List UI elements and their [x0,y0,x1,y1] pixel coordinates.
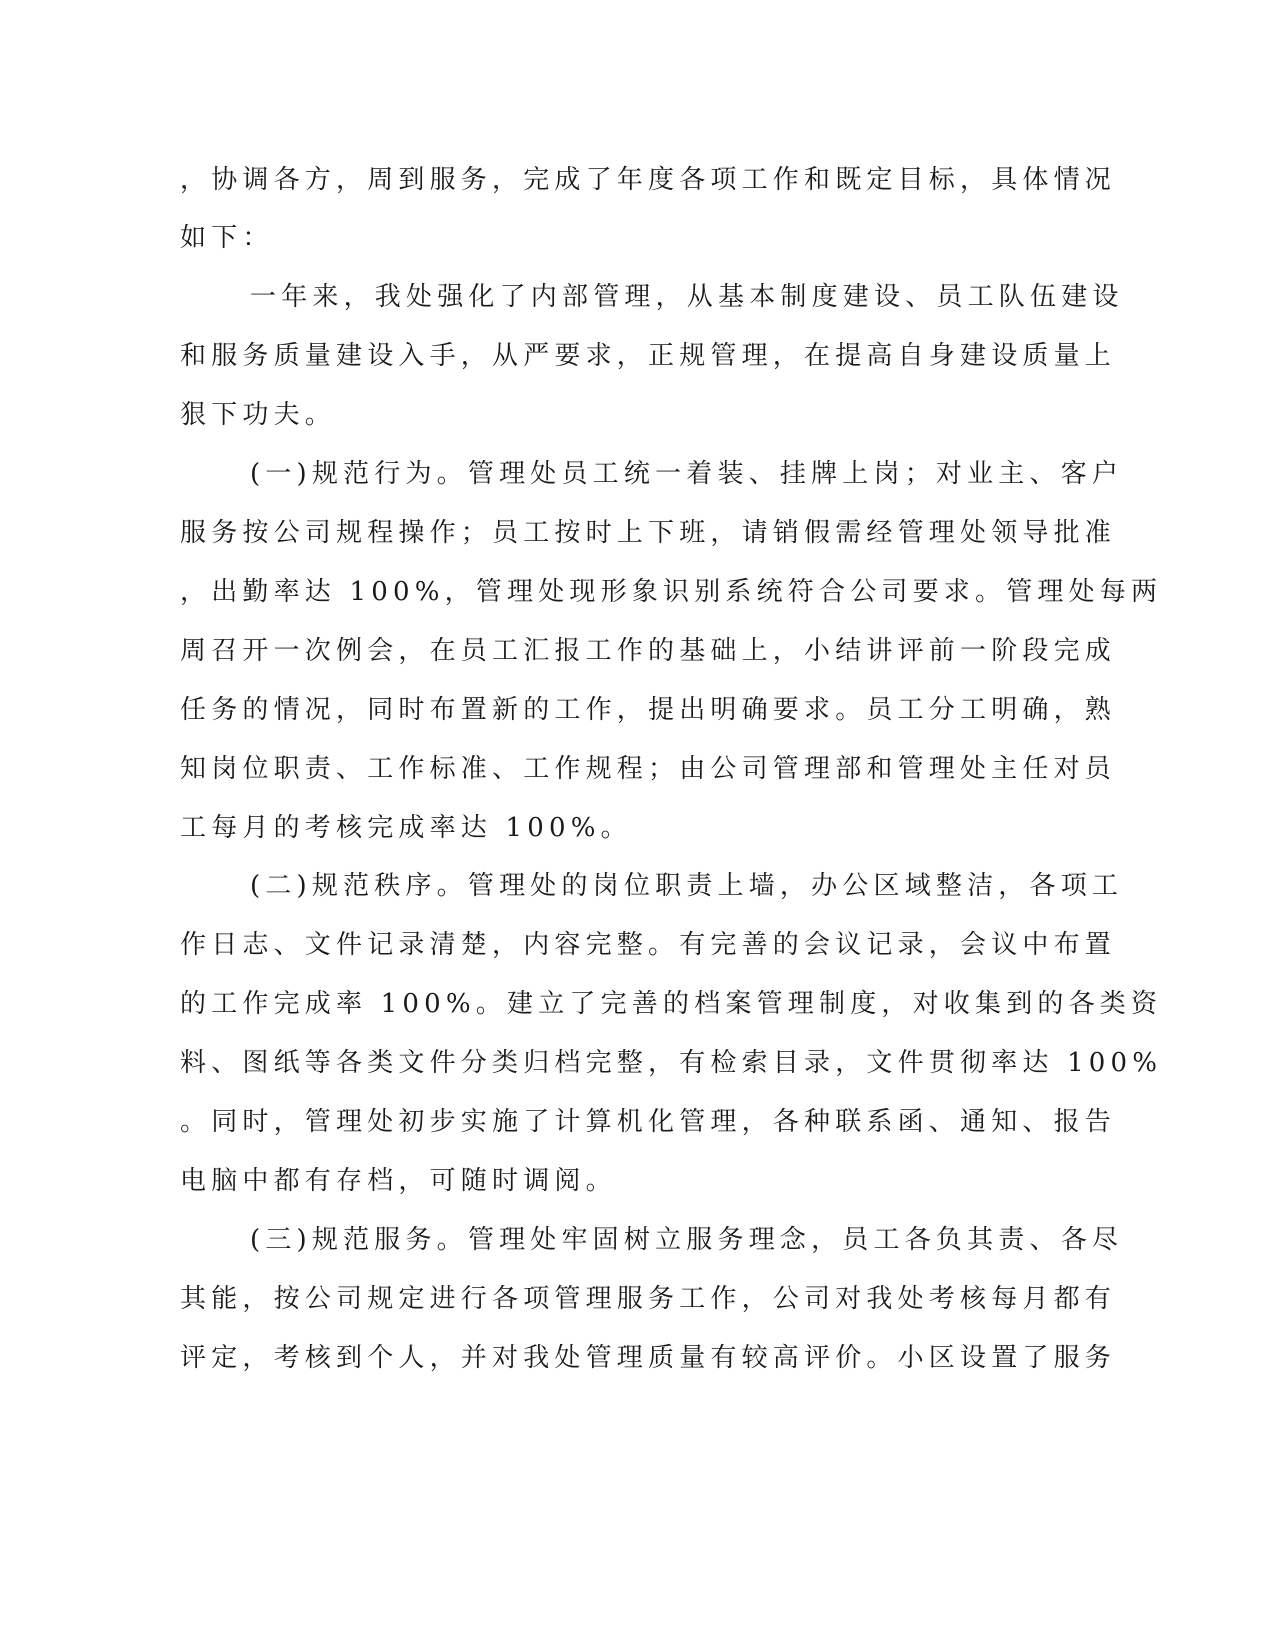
text-line: 作日志、文件记录清楚，内容完整。有完善的会议记录，会议中布置 [180,930,1117,960]
text-line: 狠下功夫。 [180,400,337,430]
text-line: (一)规范行为。管理处员工统一着装、挂牌上岗；对业主、客户 [250,459,1124,489]
text-line: 知岗位职责、工作标准、工作规程；由公司管理部和管理处主任对员 [180,754,1117,784]
text-line: 工每月的考核完成率达 100%。 [180,813,632,843]
text-line: ，出勤率达 100%，管理处现形象识别系统符合公司要求。管理处每两 [180,577,1163,607]
text-line: 评定，考核到个人，并对我处管理质量有较高评价。小区设置了服务 [180,1343,1117,1373]
text-line: 如下： [180,223,274,253]
text-line: 电脑中都有存档，可随时调阅。 [180,1166,617,1196]
text-line: ，协调各方，周到服务，完成了年度各项工作和既定目标，具体情况 [180,165,1117,195]
text-line: 周召开一次例会，在员工汇报工作的基础上，小结讲评前一阶段完成 [180,636,1117,666]
text-line: (三)规范服务。管理处牢固树立服务理念，员工各负其责、各尽 [250,1225,1124,1255]
text-line: 料、图纸等各类文件分类归档完整，有检索目录，文件贯彻率达 100% [180,1048,1163,1078]
text-line: (二)规范秩序。管理处的岗位职责上墙，办公区域整洁，各项工 [250,871,1124,901]
text-line: 和服务质量建设入手，从严要求，正规管理，在提高自身建设质量上 [180,341,1117,371]
text-line: 服务按公司规程操作；员工按时上下班，请销假需经管理处领导批准 [180,518,1117,548]
text-line: 。同时，管理处初步实施了计算机化管理，各种联系函、通知、报告 [180,1107,1117,1137]
text-line: 其能，按公司规定进行各项管理服务工作，公司对我处考核每月都有 [180,1284,1117,1314]
text-line: 的工作完成率 100%。建立了完善的档案管理制度，对收集到的各类资 [180,989,1163,1019]
text-line: 任务的情况，同时布置新的工作，提出明确要求。员工分工明确，熟 [180,695,1117,725]
text-line: 一年来，我处强化了内部管理，从基本制度建设、员工队伍建设 [250,282,1124,312]
